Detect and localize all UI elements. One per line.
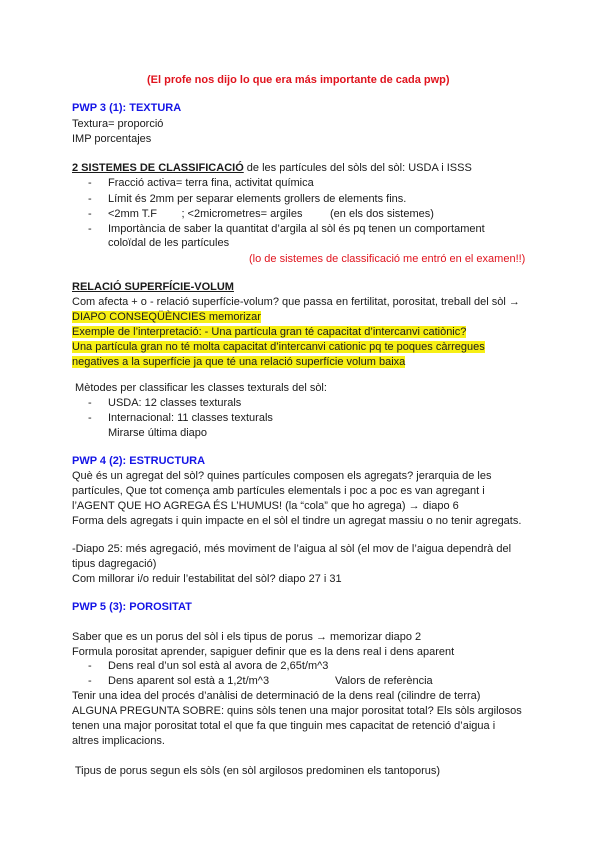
- relacio-title: RELACIÓ SUPERFÍCIE-VOLUM: [72, 281, 234, 293]
- relacio-line2-text: DIAPO CONSEQÜÈNCIES memorizar: [72, 311, 261, 323]
- bullet-marker: -: [88, 397, 92, 409]
- pwp5-heading: PWP 5 (3): POROSITAT: [72, 601, 192, 613]
- pwp3-line2: IMP porcentajes: [72, 133, 152, 145]
- pwp5-line5: tenen una major porositat total el que fa que tinguin mes capacitat de retenció d’aigua i: [72, 720, 496, 732]
- sistemes-exam-note: (lo de sistemes de classificació me entró en el examen!!): [249, 253, 526, 265]
- sistemes-bullet-2: Límit és 2mm per separar elements grollers de elements fins.: [108, 193, 407, 205]
- sistemes-bullet-1: Fracció activa= terra fina, activitat química: [108, 177, 314, 189]
- pwp3-line1: Textura= proporció: [72, 118, 164, 130]
- sistemes-bullet-4-cont: coloïdal de les partícules: [108, 237, 230, 249]
- relacio-line3: [72, 324, 466, 340]
- bullet-marker: -: [88, 177, 92, 189]
- sistemes-title-line: [72, 160, 472, 176]
- pwp5-line7: Tipus de porus segun els sòls (en sòl argilosos predominen els tantoporus): [72, 765, 441, 777]
- relacio-line5: [72, 354, 405, 370]
- pwp5-line6: altres implicacions.: [72, 735, 165, 747]
- pwp4-line3: l’AGENT QUE HO AGREGA ÉS L’HUMUS! (la “cola” que ho agrega) → diapo 6: [72, 500, 459, 512]
- sistemes-title: 2 SISTEMES DE CLASSIFICACIÓ: [72, 162, 244, 174]
- pwp4-line6: tipus dagregació): [72, 558, 157, 570]
- pwp3-heading: PWP 3 (1): TEXTURA: [72, 102, 182, 114]
- note-top: (El profe nos dijo lo que era más importante de cada pwp): [147, 74, 450, 86]
- relacio-line2: [72, 309, 261, 325]
- pwp4-line1: Què és un agregat del sòl? quines partícules composen els agregats? jerarquia de les: [72, 470, 492, 482]
- pwp4-line5: -Diapo 25: més agregació, més moviment de l’aigua al sòl (el mov de l’aigua dependrà del: [72, 543, 512, 555]
- sistemes-bullet-3: <2mm T.F ; <2micrometres= argiles (en els dos sistemes): [108, 208, 434, 220]
- metodes-bullet-2: Internacional: 11 classes texturals: [108, 412, 273, 424]
- pwp5-line3: Tenir una idea del procés d’anàlisi de determinació de la dens real (cilindre de terra): [72, 690, 481, 702]
- relacio-line5-text: negatives a la superfície ja que té una relació superfície volum baixa: [72, 356, 406, 368]
- pwp4-heading: PWP 4 (2): ESTRUCTURA: [72, 455, 206, 467]
- metodes-bullet-1: USDA: 12 classes texturals: [108, 397, 242, 409]
- pwp5-line1: Saber que es un porus del sòl i els tipus de porus → memorizar diapo 2: [72, 631, 422, 643]
- pwp4-line2: partícules, Que tot comença amb partícules elementals i poc a poc es van agregant i: [72, 485, 485, 497]
- pwp5-line2: Formula porositat aprender, sapiguer definir que es la dens real i dens aparent: [72, 646, 455, 658]
- pwp5-bullet-2: Dens aparent sol està a 1,2t/m^3: [108, 675, 270, 687]
- bullet-marker: -: [88, 675, 92, 687]
- pwp4-line7: Com millorar i/o reduir l’estabilitat del sòl? diapo 27 i 31: [72, 573, 342, 585]
- pwp5-line4: ALGUNA PREGUNTA SOBRE: quins sòls tenen una major porositat total? Els sòls argilosos: [72, 705, 522, 717]
- metodes-intro: Mètodes per classificar les classes texturals del sòl:: [72, 382, 327, 394]
- bullet-marker: -: [88, 412, 92, 424]
- sistemes-bullet-4: Importància de saber la quantitat d’argila al sòl és pq tenen un comportament: [108, 223, 485, 235]
- bullet-marker: -: [88, 193, 92, 205]
- relacio-line4-text: Una partícula gran no té molta capacitat d’intercanvi cationic pq te poques càrregues: [72, 341, 485, 353]
- pwp5-ref: Valors de referència: [335, 675, 433, 687]
- pwp5-bullet-1: Dens real d’un sol està al avora de 2,65t/m^3: [108, 660, 329, 672]
- pwp4-line4: Forma dels agregats i quin impacte en el sòl el tindre un agregat massiu o no tenir agregats.: [72, 515, 522, 527]
- bullet-marker: -: [88, 223, 92, 235]
- relacio-line1: Com afecta + o - relació superfície-volum? que passa en fertilitat, porositat, treball del sòl →: [72, 296, 520, 308]
- relacio-line4: [72, 339, 485, 355]
- sistemes-title-rest: de les partícules del sòls del sòl: USDA i ISSS: [243, 162, 472, 174]
- bullet-marker: -: [88, 660, 92, 672]
- metodes-bullet-3: Mirarse última diapo: [108, 427, 208, 439]
- relacio-line3-text: Exemple de l’interpretació: - Una partícula gran té capacitat d’intercanvi catiònic?: [72, 326, 467, 338]
- bullet-marker: -: [88, 208, 92, 220]
